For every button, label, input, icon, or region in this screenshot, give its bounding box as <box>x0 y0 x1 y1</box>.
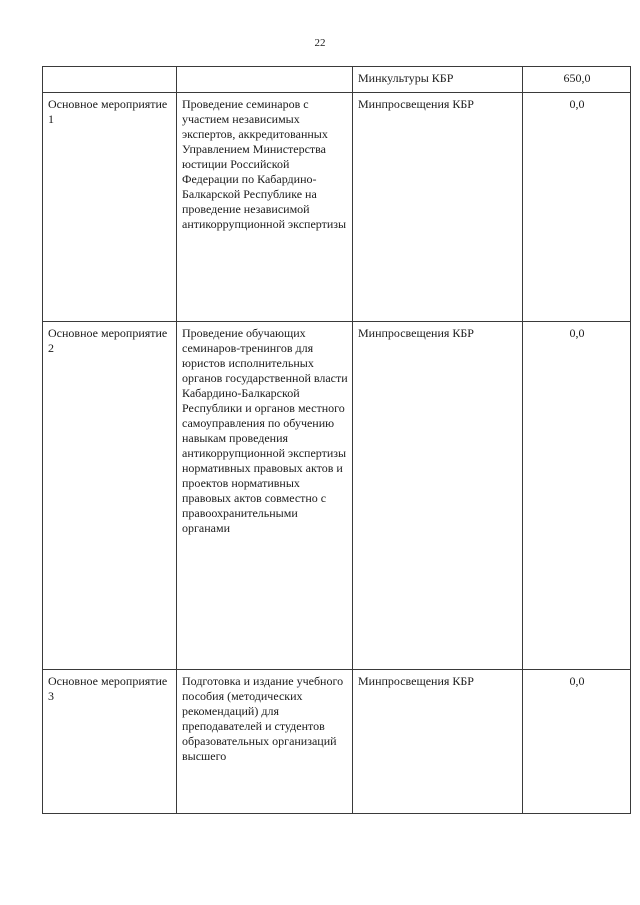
table-row <box>43 93 631 322</box>
program-table <box>42 66 631 814</box>
event-cell <box>43 67 177 93</box>
amount-cell: 650,0 <box>523 67 631 93</box>
event-cell: Основное мероприятие 1 <box>43 93 177 322</box>
amount-cell: 0,0 <box>523 322 631 670</box>
description-cell: Проведение обучающих семинаров-тренингов для юристов исполнительных органов государственной власти Кабардино-Балкарской Республики и органов местного самоуправления по обучению навыкам проведения антикоррупционной экспертизы нормативных правовых актов и проектов нормативных правовых актов совместно с правоохранительными органами <box>177 322 353 670</box>
amount-cell: 0,0 <box>523 93 631 322</box>
table-row <box>43 67 631 93</box>
table-row <box>43 670 631 814</box>
description-cell: Подготовка и издание учебного пособия (методических рекомендаций) для преподавателей и студентов образовательных организаций высшего <box>177 670 353 814</box>
executor-cell: Минпросвещения КБР <box>353 322 523 670</box>
description-cell <box>177 67 353 93</box>
description-cell: Проведение семинаров с участием независимых экспертов, аккредитованных Управлением Министерства юстиции Российской Федерации по Кабардино-Балкарской Республике на проведение независимой антикоррупционной экспертизы <box>177 93 353 322</box>
page-number: 22 <box>314 37 326 49</box>
executor-cell: Минкультуры КБР <box>353 67 523 93</box>
executor-cell: Минпросвещения КБР <box>353 93 523 322</box>
event-cell: Основное мероприятие 3 <box>43 670 177 814</box>
executor-cell: Минпросвещения КБР <box>353 670 523 814</box>
amount-cell: 0,0 <box>523 670 631 814</box>
event-cell: Основное мероприятие 2 <box>43 322 177 670</box>
table-row <box>43 322 631 670</box>
